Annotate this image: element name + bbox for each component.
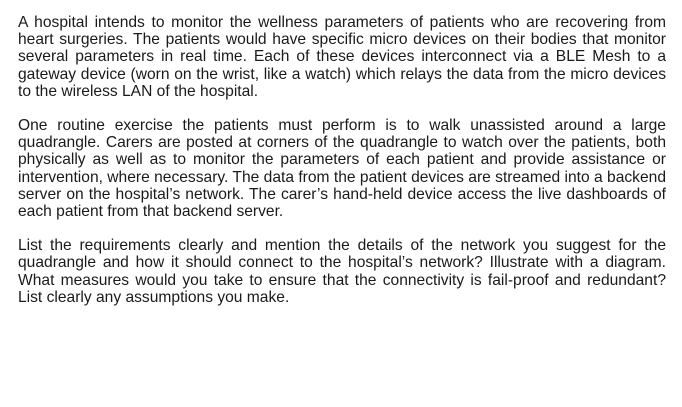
paragraph-scenario: A hospital intends to monitor the wellness parameters of patients who are recovering from heart surgeries. The patients would have specific micro devices on their bodies that monitor several parameters in real time. Each of these devices interconnect via a BLE Mesh to a gateway device (worn on the wrist, like a watch) which relays the data from the micro devices to the wireless LAN of the hospital. — [18, 14, 666, 100]
paragraph-exercise: One routine exercise the patients must perform is to walk unassisted around a large quadrangle. Carers are posted at corners of the quadrangle to watch over the patients, both physically as well as to monitor the parameters of each patient and provide assistance or intervention, where necessary. The data from the patient devices are streamed into a backend server on the hospital’s network. The carer’s hand-held device access the live dashboards of each patient from that backend server. — [18, 117, 666, 221]
paragraph-question: List the requirements clearly and mention the details of the network you suggest for the quadrangle and how it should connect to the hospital’s network? Illustrate with a diagram. What measures would you take to ensure that the connectivity is fail-proof and redundant? List clearly any assumptions you make. — [18, 237, 666, 306]
document-body — [18, 14, 666, 323]
